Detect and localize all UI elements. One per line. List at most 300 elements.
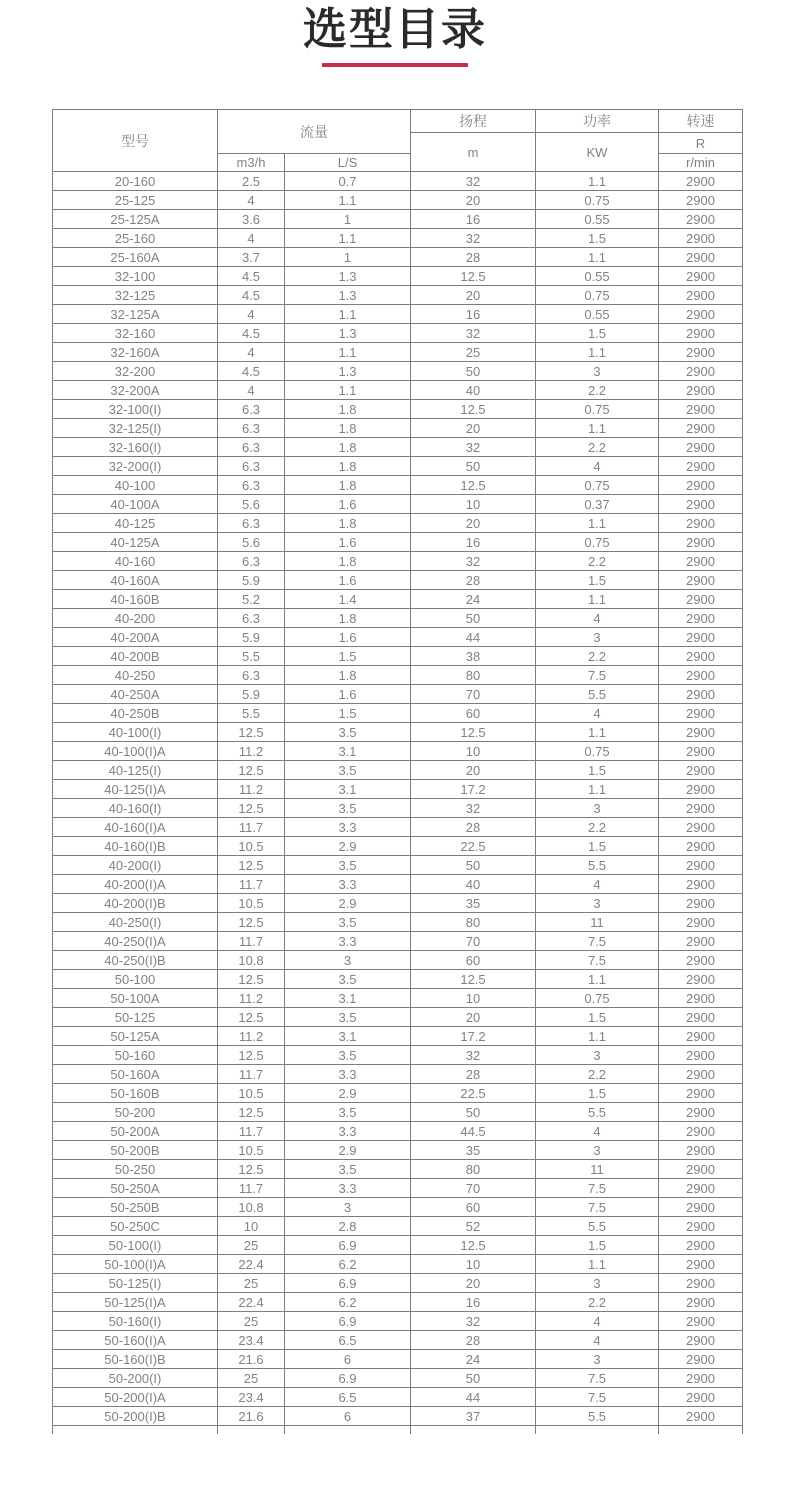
table-row	[53, 590, 743, 609]
table-row	[53, 1046, 743, 1065]
cell-flow_ls: 6.2	[285, 1293, 411, 1312]
cell-flow_ls: 3.5	[285, 799, 411, 818]
cell-speed_rpm: 2900	[659, 837, 743, 856]
cell-speed_rpm: 2900	[659, 590, 743, 609]
cell-power_kw: 1.5	[536, 761, 659, 780]
cell-flow_m3h: 12.5	[218, 856, 285, 875]
table-row	[53, 533, 743, 552]
table-row	[53, 495, 743, 514]
cell-flow_ls: 1.8	[285, 514, 411, 533]
cell-power_kw: 0.75	[536, 533, 659, 552]
table-row	[53, 1198, 743, 1217]
cell-flow_ls: 3.5	[285, 970, 411, 989]
cell-speed_rpm: 2900	[659, 514, 743, 533]
cell-flow_m3h: 6.3	[218, 609, 285, 628]
cell-power_kw: 0.75	[536, 989, 659, 1008]
cell-speed_rpm: 2900	[659, 1122, 743, 1141]
cell-speed_rpm: 2900	[659, 1388, 743, 1407]
cell-flow_m3h: 25	[218, 1274, 285, 1293]
cell-speed_rpm: 2900	[659, 1008, 743, 1027]
cell-flow_m3h: 10	[218, 1217, 285, 1236]
cell-head_m: 20	[411, 191, 536, 210]
cell-power_kw: 0.75	[536, 286, 659, 305]
table-row	[53, 761, 743, 780]
cell-speed_rpm: 2900	[659, 476, 743, 495]
cell-power_kw: 2.2	[536, 647, 659, 666]
cell-power_kw: 4	[536, 875, 659, 894]
table-body	[53, 172, 743, 1434]
cell-head_m: 20	[411, 1008, 536, 1027]
cell-power_kw: 5.5	[536, 856, 659, 875]
cell-speed_rpm: 2900	[659, 913, 743, 932]
cell-model: 40-200B	[53, 647, 218, 666]
cell-speed_rpm: 2900	[659, 1274, 743, 1293]
cell-flow_ls: 6.9	[285, 1312, 411, 1331]
cell-flow_m3h: 11.2	[218, 989, 285, 1008]
cell-speed_rpm: 2900	[659, 1179, 743, 1198]
cell-model: 40-250B	[53, 704, 218, 723]
cell-head_m: 12.5	[411, 723, 536, 742]
cell-head_m: 20	[411, 761, 536, 780]
cell-speed_rpm: 2900	[659, 1217, 743, 1236]
table-row	[53, 913, 743, 932]
cell-model: 50-250	[53, 1160, 218, 1179]
cell-flow_m3h: 25	[218, 1236, 285, 1255]
cell-head_m: 28	[411, 571, 536, 590]
cell-flow_m3h: 4	[218, 381, 285, 400]
cell-flow_ls: 6	[285, 1407, 411, 1426]
cell-speed_rpm: 2900	[659, 894, 743, 913]
cell-speed_rpm: 2900	[659, 1065, 743, 1084]
table-row	[53, 1122, 743, 1141]
cell-flow_ls: 1	[285, 248, 411, 267]
cell-head_m: 52	[411, 1217, 536, 1236]
cell-model: 50-125(I)	[53, 1274, 218, 1293]
cell-flow_m3h: 12.5	[218, 970, 285, 989]
cell-flow_ls: 0.7	[285, 172, 411, 191]
cell-flow_m3h: 5.9	[218, 571, 285, 590]
table-row	[53, 514, 743, 533]
cell-model: 40-200A	[53, 628, 218, 647]
cell-power_kw: 1.5	[536, 1084, 659, 1103]
cell-flow_ls: 3.5	[285, 1046, 411, 1065]
table-row	[53, 172, 743, 191]
cell-flow_ls: 1.3	[285, 324, 411, 343]
cell-power_kw: 1.1	[536, 172, 659, 191]
cell-model: 50-160(I)	[53, 1312, 218, 1331]
cell-flow_m3h: 6.3	[218, 457, 285, 476]
cell-flow_m3h: 25	[218, 1312, 285, 1331]
header-power-unit: KW	[536, 133, 659, 172]
header-model: 型号	[53, 110, 218, 172]
cell-flow_m3h: 12.5	[218, 723, 285, 742]
cell-speed_rpm: 2900	[659, 1236, 743, 1255]
table-row	[53, 438, 743, 457]
cell-flow_ls: 1.8	[285, 552, 411, 571]
cell-speed_rpm: 2900	[659, 191, 743, 210]
cell-model: 50-100	[53, 970, 218, 989]
cell-model: 40-200(I)	[53, 856, 218, 875]
table-row	[53, 1027, 743, 1046]
cell-speed_rpm: 2900	[659, 1312, 743, 1331]
cell-model: 50-125(I)A	[53, 1293, 218, 1312]
cell-model: 40-250	[53, 666, 218, 685]
cell-flow_ls: 6.9	[285, 1274, 411, 1293]
cell-model: 50-200	[53, 1103, 218, 1122]
table-row	[53, 723, 743, 742]
cell-flow_ls: 1.6	[285, 685, 411, 704]
table-row	[53, 1217, 743, 1236]
cell-power_kw: 1.1	[536, 1255, 659, 1274]
cell-model: 50-250A	[53, 1179, 218, 1198]
cell-speed_rpm: 2900	[659, 1141, 743, 1160]
cell-power_kw: 11	[536, 913, 659, 932]
cell-head_m: 10	[411, 989, 536, 1008]
cell-model: 40-125(I)	[53, 761, 218, 780]
cell-flow_ls: 1.8	[285, 400, 411, 419]
cell-head_m: 35	[411, 1141, 536, 1160]
cell-speed_rpm: 2900	[659, 609, 743, 628]
cell-speed_rpm: 2900	[659, 951, 743, 970]
cell-flow_m3h: 4	[218, 191, 285, 210]
cell-power_kw: 0.55	[536, 305, 659, 324]
cell-speed_rpm: 2900	[659, 267, 743, 286]
cell-model: 40-160B	[53, 590, 218, 609]
cell-head_m: 37	[411, 1407, 536, 1426]
cell-model: 40-125	[53, 514, 218, 533]
cell-head_m: 50	[411, 1103, 536, 1122]
cell-model: 50-200B	[53, 1141, 218, 1160]
cell-power_kw: 2.2	[536, 818, 659, 837]
cell-model: 50-100(I)A	[53, 1255, 218, 1274]
header-speed-r: R	[659, 133, 743, 154]
table-row	[53, 362, 743, 381]
cell-head_m: 80	[411, 1160, 536, 1179]
cell-head_m: 60	[411, 951, 536, 970]
cell-flow_ls: 6.9	[285, 1236, 411, 1255]
cell-flow_ls: 3	[285, 951, 411, 970]
cell-speed_rpm: 2900	[659, 1046, 743, 1065]
cell-flow_m3h: 10.8	[218, 951, 285, 970]
cell-power_kw: 1.5	[536, 229, 659, 248]
cell-head_m: 32	[411, 1046, 536, 1065]
cell-head_m: 24	[411, 1350, 536, 1369]
cell-empty	[659, 1426, 743, 1434]
cell-head_m: 38	[411, 647, 536, 666]
cell-power_kw: 0.75	[536, 742, 659, 761]
cell-flow_ls: 1.4	[285, 590, 411, 609]
cell-flow_ls: 1.5	[285, 704, 411, 723]
table-row	[53, 1407, 743, 1426]
cell-head_m: 16	[411, 1293, 536, 1312]
cell-power_kw: 4	[536, 1331, 659, 1350]
cell-power_kw: 3	[536, 362, 659, 381]
cell-flow_ls: 3.3	[285, 1065, 411, 1084]
cell-head_m: 40	[411, 381, 536, 400]
cell-speed_rpm: 2900	[659, 799, 743, 818]
cell-model: 50-100A	[53, 989, 218, 1008]
table-row	[53, 856, 743, 875]
table-row	[53, 248, 743, 267]
cell-flow_m3h: 12.5	[218, 913, 285, 932]
cell-power_kw: 2.2	[536, 1293, 659, 1312]
cell-speed_rpm: 2900	[659, 305, 743, 324]
cell-flow_m3h: 10.5	[218, 1141, 285, 1160]
header-flow-unit-m3h: m3/h	[218, 154, 285, 172]
cell-model: 32-160(I)	[53, 438, 218, 457]
cell-model: 40-250A	[53, 685, 218, 704]
cell-flow_ls: 6.5	[285, 1331, 411, 1350]
cell-power_kw: 5.5	[536, 1103, 659, 1122]
table-row	[53, 1084, 743, 1103]
cell-flow_ls: 2.9	[285, 1084, 411, 1103]
cell-flow_m3h: 21.6	[218, 1350, 285, 1369]
cell-head_m: 12.5	[411, 267, 536, 286]
cell-flow_ls: 3.5	[285, 856, 411, 875]
table-row	[53, 476, 743, 495]
cell-flow_ls: 3.5	[285, 1160, 411, 1179]
cell-head_m: 32	[411, 799, 536, 818]
cell-flow_ls: 1.5	[285, 647, 411, 666]
table-row	[53, 1388, 743, 1407]
table-row	[53, 951, 743, 970]
cell-flow_ls: 1.1	[285, 305, 411, 324]
table-row	[53, 229, 743, 248]
cell-flow_m3h: 3.7	[218, 248, 285, 267]
table-row	[53, 1103, 743, 1122]
cell-power_kw: 1.5	[536, 324, 659, 343]
cell-power_kw: 1.1	[536, 970, 659, 989]
cell-model: 32-160	[53, 324, 218, 343]
cell-flow_m3h: 5.6	[218, 495, 285, 514]
cell-speed_rpm: 2900	[659, 1027, 743, 1046]
cell-speed_rpm: 2900	[659, 343, 743, 362]
cell-flow_ls: 1.1	[285, 381, 411, 400]
cell-flow_m3h: 11.7	[218, 818, 285, 837]
cell-head_m: 16	[411, 533, 536, 552]
cell-speed_rpm: 2900	[659, 457, 743, 476]
cell-model: 25-160A	[53, 248, 218, 267]
cell-head_m: 28	[411, 248, 536, 267]
cell-power_kw: 0.75	[536, 400, 659, 419]
cell-flow_ls: 3.1	[285, 989, 411, 1008]
cell-flow_m3h: 10.8	[218, 1198, 285, 1217]
cell-flow_ls: 1.8	[285, 438, 411, 457]
cell-head_m: 44	[411, 1388, 536, 1407]
cell-head_m: 50	[411, 457, 536, 476]
header-power: 功率	[536, 110, 659, 133]
cell-flow_m3h: 5.5	[218, 647, 285, 666]
header-speed-unit: r/min	[659, 154, 743, 172]
cell-model: 40-160A	[53, 571, 218, 590]
header-speed: 转速	[659, 110, 743, 133]
cell-power_kw: 0.55	[536, 210, 659, 229]
cell-flow_ls: 6.2	[285, 1255, 411, 1274]
cell-head_m: 12.5	[411, 1236, 536, 1255]
table-row	[53, 799, 743, 818]
cell-model: 50-200(I)	[53, 1369, 218, 1388]
cell-speed_rpm: 2900	[659, 286, 743, 305]
cell-flow_ls: 6.5	[285, 1388, 411, 1407]
cell-power_kw: 11	[536, 1160, 659, 1179]
cell-model: 40-160	[53, 552, 218, 571]
cell-model: 40-200	[53, 609, 218, 628]
cell-speed_rpm: 2900	[659, 1293, 743, 1312]
cell-speed_rpm: 2900	[659, 685, 743, 704]
cell-flow_m3h: 4	[218, 305, 285, 324]
cell-head_m: 20	[411, 514, 536, 533]
cell-head_m: 22.5	[411, 837, 536, 856]
cell-flow_m3h: 11.7	[218, 1065, 285, 1084]
cell-model: 20-160	[53, 172, 218, 191]
cell-speed_rpm: 2900	[659, 571, 743, 590]
cell-flow_m3h: 12.5	[218, 1160, 285, 1179]
cell-head_m: 20	[411, 419, 536, 438]
cell-model: 50-200(I)A	[53, 1388, 218, 1407]
cell-head_m: 17.2	[411, 780, 536, 799]
table-row	[53, 191, 743, 210]
cell-flow_m3h: 25	[218, 1369, 285, 1388]
cell-head_m: 70	[411, 685, 536, 704]
cell-flow_ls: 1.3	[285, 286, 411, 305]
cell-head_m: 50	[411, 1369, 536, 1388]
cell-power_kw: 0.55	[536, 267, 659, 286]
table-row	[53, 343, 743, 362]
cell-head_m: 20	[411, 286, 536, 305]
cell-head_m: 44.5	[411, 1122, 536, 1141]
cell-model: 40-160(I)	[53, 799, 218, 818]
cell-model: 50-250B	[53, 1198, 218, 1217]
cell-flow_ls: 1.1	[285, 229, 411, 248]
cell-flow_m3h: 5.9	[218, 628, 285, 647]
table-row	[53, 1255, 743, 1274]
cell-model: 40-250(I)	[53, 913, 218, 932]
cell-speed_rpm: 2900	[659, 723, 743, 742]
cell-power_kw: 3	[536, 894, 659, 913]
cell-model: 50-160B	[53, 1084, 218, 1103]
cell-flow_m3h: 6.3	[218, 666, 285, 685]
cell-flow_ls: 1.8	[285, 609, 411, 628]
cell-flow_m3h: 11.7	[218, 1122, 285, 1141]
table-row	[53, 837, 743, 856]
table-row	[53, 1350, 743, 1369]
cell-flow_m3h: 23.4	[218, 1331, 285, 1350]
table-row	[53, 685, 743, 704]
table-row	[53, 647, 743, 666]
table-row	[53, 1065, 743, 1084]
cell-flow_m3h: 11.7	[218, 932, 285, 951]
cell-power_kw: 1.1	[536, 343, 659, 362]
cell-speed_rpm: 2900	[659, 1350, 743, 1369]
cell-flow_ls: 6.9	[285, 1369, 411, 1388]
cell-flow_m3h: 11.2	[218, 742, 285, 761]
cell-head_m: 12.5	[411, 400, 536, 419]
cell-flow_m3h: 4.5	[218, 362, 285, 381]
table-row-partial	[53, 1426, 743, 1434]
cell-speed_rpm: 2900	[659, 438, 743, 457]
table-row	[53, 305, 743, 324]
cell-power_kw: 1.1	[536, 723, 659, 742]
table-row	[53, 1160, 743, 1179]
cell-flow_ls: 3.5	[285, 761, 411, 780]
cell-model: 40-200(I)B	[53, 894, 218, 913]
cell-speed_rpm: 2900	[659, 647, 743, 666]
cell-head_m: 60	[411, 1198, 536, 1217]
cell-power_kw: 4	[536, 609, 659, 628]
table-row	[53, 400, 743, 419]
cell-flow_ls: 3.5	[285, 1103, 411, 1122]
cell-power_kw: 5.5	[536, 685, 659, 704]
cell-power_kw: 3	[536, 799, 659, 818]
cell-flow_m3h: 6.3	[218, 438, 285, 457]
cell-speed_rpm: 2900	[659, 362, 743, 381]
cell-flow_ls: 2.8	[285, 1217, 411, 1236]
cell-speed_rpm: 2900	[659, 1198, 743, 1217]
cell-speed_rpm: 2900	[659, 419, 743, 438]
table-row	[53, 267, 743, 286]
cell-power_kw: 2.2	[536, 438, 659, 457]
cell-model: 32-125A	[53, 305, 218, 324]
table-row	[53, 780, 743, 799]
table-row	[53, 932, 743, 951]
cell-head_m: 22.5	[411, 1084, 536, 1103]
cell-flow_m3h: 6.3	[218, 400, 285, 419]
cell-model: 40-100A	[53, 495, 218, 514]
cell-power_kw: 3	[536, 1350, 659, 1369]
cell-flow_m3h: 5.9	[218, 685, 285, 704]
cell-empty	[53, 1426, 218, 1434]
cell-model: 40-100(I)A	[53, 742, 218, 761]
cell-head_m: 32	[411, 1312, 536, 1331]
table-row	[53, 1008, 743, 1027]
cell-head_m: 80	[411, 913, 536, 932]
table-row	[53, 1274, 743, 1293]
cell-head_m: 12.5	[411, 970, 536, 989]
cell-model: 50-160(I)B	[53, 1350, 218, 1369]
cell-flow_m3h: 10.5	[218, 894, 285, 913]
selection-catalog-table	[52, 109, 743, 1434]
cell-flow_m3h: 4.5	[218, 286, 285, 305]
cell-head_m: 20	[411, 1274, 536, 1293]
cell-speed_rpm: 2900	[659, 666, 743, 685]
cell-speed_rpm: 2900	[659, 229, 743, 248]
cell-flow_ls: 3.3	[285, 875, 411, 894]
cell-head_m: 10	[411, 1255, 536, 1274]
page-title: 选型目录	[303, 4, 487, 55]
cell-model: 50-125	[53, 1008, 218, 1027]
cell-flow_m3h: 4.5	[218, 324, 285, 343]
cell-flow_ls: 6	[285, 1350, 411, 1369]
cell-model: 40-160(I)B	[53, 837, 218, 856]
cell-flow_ls: 1.6	[285, 628, 411, 647]
cell-flow_ls: 1.1	[285, 191, 411, 210]
cell-power_kw: 1.5	[536, 1008, 659, 1027]
cell-empty	[536, 1426, 659, 1434]
cell-flow_ls: 2.9	[285, 1141, 411, 1160]
header-head: 扬程	[411, 110, 536, 133]
cell-head_m: 40	[411, 875, 536, 894]
cell-flow_m3h: 11.2	[218, 1027, 285, 1046]
cell-model: 32-100	[53, 267, 218, 286]
cell-speed_rpm: 2900	[659, 248, 743, 267]
cell-flow_m3h: 22.4	[218, 1293, 285, 1312]
cell-speed_rpm: 2900	[659, 628, 743, 647]
cell-speed_rpm: 2900	[659, 324, 743, 343]
cell-power_kw: 0.37	[536, 495, 659, 514]
cell-speed_rpm: 2900	[659, 1407, 743, 1426]
table-row	[53, 1236, 743, 1255]
cell-head_m: 12.5	[411, 476, 536, 495]
